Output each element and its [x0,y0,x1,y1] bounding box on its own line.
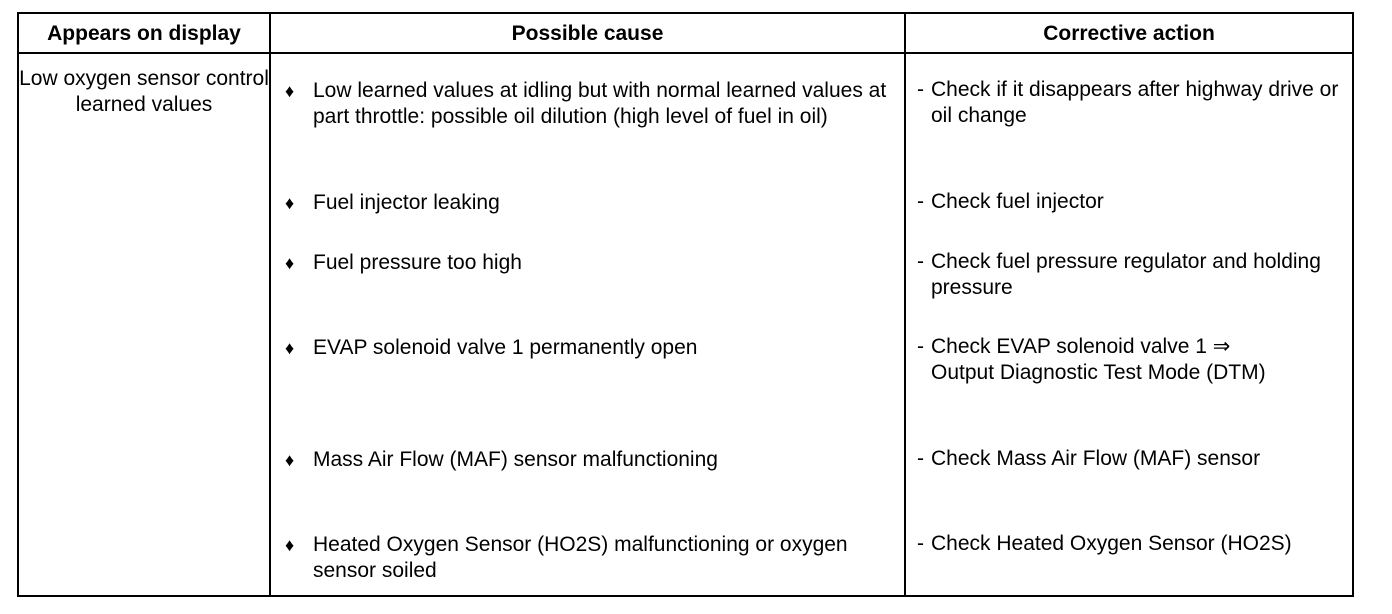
cause-text: Low learned values at idling but with normal learned values at part throttle: possible oil dilution (high level of fuel in oil) [313,79,887,128]
diamond-bullet-icon: ♦ [285,253,295,273]
dash-bullet: - [917,250,924,273]
diamond-bullet-icon: ♦ [285,81,295,101]
cause-text: Fuel injector leaking [313,191,500,214]
cause-item [285,447,895,473]
dash-bullet: - [917,532,924,555]
cause-item [285,250,895,276]
cause-text: Mass Air Flow (MAF) sensor malfunctioning [313,448,718,471]
cause-text: Heated Oxygen Sensor (HO2S) malfunctioning or oxygen sensor soiled [313,533,848,582]
cause-item [285,335,895,361]
action-item [917,189,1347,215]
diamond-bullet-icon: ♦ [285,193,295,213]
dash-bullet: - [917,335,924,358]
column-divider [269,14,271,595]
action-text: Check fuel pressure regulator and holding pressure [931,250,1321,299]
column-divider [904,14,906,595]
cause-text: EVAP solenoid valve 1 permanently open [313,336,698,359]
action-item [917,531,1347,557]
action-item [917,249,1347,301]
cause-item [285,190,895,216]
display-value: Low oxygen sensor control learned values [19,67,269,116]
cause-item [285,532,895,584]
header-possible-cause: Possible cause [511,22,664,45]
header-appears-on-display: Appears on display [47,22,241,45]
dash-bullet: - [917,190,924,213]
diagnostic-table [17,12,1354,597]
action-text: Check Mass Air Flow (MAF) sensor [931,447,1261,470]
diamond-bullet-icon: ♦ [285,450,295,470]
action-text: Check EVAP solenoid valve 1 ⇒ [931,335,1231,358]
cause-text: Fuel pressure too high [313,251,522,274]
action-text: Check fuel injector [931,190,1104,213]
action-item [917,77,1347,129]
diamond-bullet-icon: ♦ [285,338,295,358]
action-item [917,334,1347,386]
action-text: Check if it disappears after highway drive or oil change [931,78,1339,127]
dash-bullet: - [917,447,924,470]
action-text: Check Heated Oxygen Sensor (HO2S) [931,532,1292,555]
dash-bullet: - [917,78,924,101]
action-item [917,446,1347,472]
diamond-bullet-icon: ♦ [285,535,295,555]
action-text-line2: Output Diagnostic Test Mode (DTM) [931,361,1266,384]
header-corrective-action: Corrective action [1043,22,1215,45]
cause-item [285,78,895,130]
